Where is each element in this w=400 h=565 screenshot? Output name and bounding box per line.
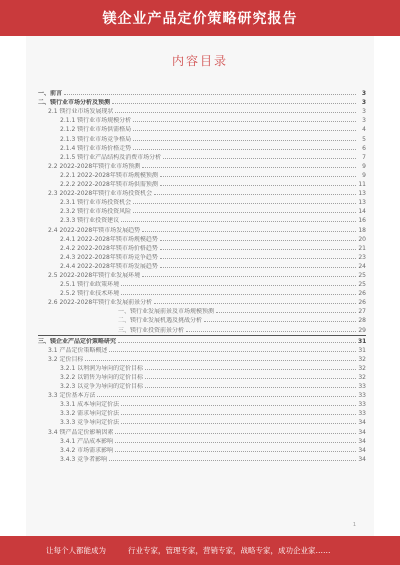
toc-entry-page: 33 xyxy=(358,392,366,400)
toc-entry-title: 2.1.1 镁行业市场规模分析 xyxy=(60,117,132,125)
toc-entry-page: 21 xyxy=(358,244,366,252)
toc-entry-page: 34 xyxy=(358,428,366,436)
document-page xyxy=(26,36,374,536)
toc-entry[interactable] xyxy=(38,170,366,179)
toc-entry-title: 2.4.4 2022-2028年镁市场发展趋势 xyxy=(60,262,158,270)
toc-leader-dots xyxy=(142,276,356,277)
toc-entry[interactable] xyxy=(38,390,366,399)
toc-entry-page: 14 xyxy=(358,208,366,216)
toc-entry-title: 3.4.3 竞争者影响 xyxy=(60,455,108,463)
toc-entry-page: 26 xyxy=(358,290,366,298)
toc-entry[interactable] xyxy=(38,399,366,408)
toc-leader-dots xyxy=(133,149,356,150)
toc-entry-title: 2.1.2 镁行业市场供需格局 xyxy=(60,126,132,134)
toc-entry-page: 32 xyxy=(358,374,366,381)
toc-leader-dots xyxy=(85,360,356,361)
toc-leader-dots xyxy=(112,103,356,104)
toc-entry[interactable] xyxy=(38,417,366,426)
toc-entry-page: 23 xyxy=(358,253,366,261)
toc-leader-dots xyxy=(154,303,356,304)
toc-entry-title: 3.4 镁产品定价影响因素 xyxy=(48,428,114,436)
toc-leader-dots xyxy=(186,331,356,332)
toc-entry-title: 3.3.3 竞争导向定价法 xyxy=(60,419,120,427)
toc-leader-dots xyxy=(160,176,356,177)
toc-entry-title: 2.1.5 镁行业产品结构及消费市场分析 xyxy=(60,153,162,161)
toc-entry[interactable] xyxy=(38,270,366,279)
toc-entry-title: 3.4.1 产品成本影响 xyxy=(60,437,114,445)
toc-entry-title: 2.3.2 镁行业市场投资风险 xyxy=(60,208,132,216)
toc-leader-dots xyxy=(160,249,356,250)
header-bar xyxy=(0,0,400,36)
toc-entry-page: 25 xyxy=(358,271,366,279)
toc-entry-page: 3 xyxy=(362,117,366,125)
toc-entry-page: 9 xyxy=(362,171,366,179)
toc-leader-dots xyxy=(115,433,356,434)
toc-entry-title: 2.4.3 2022-2028年镁市场竞争趋势 xyxy=(60,253,158,261)
toc-entry[interactable] xyxy=(38,88,366,97)
toc-entry-page: 31 xyxy=(358,337,366,345)
toc-entry[interactable] xyxy=(38,297,366,306)
toc-entry-page: 24 xyxy=(358,262,366,270)
toc-leader-dots xyxy=(121,414,356,415)
toc-leader-dots xyxy=(109,351,356,352)
toc-leader-dots xyxy=(133,203,356,204)
toc-entry-page: 33 xyxy=(358,410,366,418)
toc-leader-dots xyxy=(133,121,356,122)
toc-entry[interactable] xyxy=(38,188,366,197)
toc-entry-title: 一、前言 xyxy=(38,90,63,98)
toc-leader-dots xyxy=(121,294,356,295)
toc-entry-page: 13 xyxy=(358,190,366,198)
toc-entry-title: 2.3.1 镁行业市场投资机会 xyxy=(60,199,132,207)
toc-entry[interactable] xyxy=(38,215,366,224)
toc-entry[interactable] xyxy=(38,354,366,363)
toc-entry[interactable] xyxy=(38,161,366,170)
toc-entry[interactable] xyxy=(38,381,366,390)
toc-entry[interactable] xyxy=(38,206,366,215)
toc-entry[interactable] xyxy=(38,279,366,288)
toc-entry-title: 3.3.1 成本导向定价法 xyxy=(60,401,120,409)
toc-entry-page: 5 xyxy=(362,135,366,143)
toc-entry[interactable] xyxy=(38,252,366,261)
toc-entry[interactable] xyxy=(38,115,366,124)
footer-slogan: 让每个人都能成为 xyxy=(46,546,106,555)
toc-entry[interactable] xyxy=(38,97,366,106)
toc-entry[interactable] xyxy=(38,133,366,142)
toc-entry-page: 3 xyxy=(361,90,366,98)
toc-entry[interactable] xyxy=(38,445,366,454)
toc-leader-dots xyxy=(133,130,356,131)
toc-entry-title: 2.4 2022-2028年镁市场发展趋势 xyxy=(48,226,141,234)
toc-entry-page: 3 xyxy=(361,99,366,107)
toc-entry[interactable] xyxy=(38,408,366,417)
toc-entry-title: 3.2.1 以利润为导向的定价目标 xyxy=(60,364,144,372)
toc-leader-dots xyxy=(204,321,356,322)
toc-leader-dots xyxy=(118,342,356,343)
toc-entry-page: 3 xyxy=(362,108,366,116)
toc-entry[interactable] xyxy=(38,288,366,297)
toc-entry[interactable] xyxy=(38,345,366,354)
toc-entry-page: 34 xyxy=(358,419,366,427)
toc-entry-page: 34 xyxy=(358,455,366,463)
toc-entry-title: 2.2.2 2022-2028年镁市场供需预测 xyxy=(60,181,158,189)
toc-entry-title: 2.6 2022-2028年镁行业发展前景分析 xyxy=(48,299,153,307)
toc-entry-page: 4 xyxy=(362,126,366,134)
toc-entry-title: 2.5.1 镁行业政策环境 xyxy=(60,281,120,289)
toc-entry[interactable] xyxy=(38,143,366,152)
toc-entry-page: 33 xyxy=(358,401,366,409)
toc-leader-dots xyxy=(115,442,356,443)
toc-leader-dots xyxy=(160,185,356,186)
toc-entry-page: 31 xyxy=(358,346,366,354)
toc-entry[interactable] xyxy=(38,106,366,115)
toc-entry-title: 3.2 定价目标 xyxy=(48,355,84,363)
toc-entry[interactable] xyxy=(38,372,366,381)
toc-entry-title: 2.4.1 2022-2028年镁市场规模趋势 xyxy=(60,235,158,243)
toc-entry[interactable] xyxy=(38,335,366,345)
toc-entry[interactable] xyxy=(38,306,366,315)
toc-entry-page: 20 xyxy=(358,235,366,243)
toc-entry-title: 3.4.2 市场需求影响 xyxy=(60,446,114,454)
toc-leader-dots xyxy=(142,231,356,232)
toc-entry[interactable] xyxy=(38,436,366,445)
toc-entry[interactable] xyxy=(38,315,366,324)
toc-entry-title: 2.1.4 镁行业市场价格走势 xyxy=(60,144,132,152)
toc-leader-dots xyxy=(133,140,356,141)
toc-entry-title: 三、镁企业产品定价策略研究 xyxy=(38,337,117,345)
toc-entry-page: 32 xyxy=(358,364,366,372)
toc-leader-dots xyxy=(160,267,356,268)
toc-entry-title: 2.2.1 2022-2028年镁市场规模预测 xyxy=(60,171,158,179)
toc-leader-dots xyxy=(121,221,356,222)
toc-entry-page: 25 xyxy=(358,281,366,289)
toc-entry[interactable] xyxy=(38,261,366,270)
toc-entry-page: 34 xyxy=(358,446,366,454)
toc-entry-title: 2.5.2 镁行业技术环境 xyxy=(60,290,120,298)
toc-entry-title: 3.3.2 需求导向定价法 xyxy=(60,410,120,418)
toc-entry-page: 6 xyxy=(362,144,366,152)
toc-entry-title: 2.3 2022-2028年镁行业市场投资机会 xyxy=(48,190,153,198)
toc-entry-title: 二、镁行业市场分析及预测 xyxy=(38,99,111,107)
toc-entry-title: 3.3 定价基本方法 xyxy=(48,392,96,400)
toc-leader-dots xyxy=(97,396,356,397)
toc-entry-title: 2.2 2022-2028年镁行业市场预测 xyxy=(48,162,141,170)
toc-entry-page: 27 xyxy=(358,308,366,316)
toc-leader-dots xyxy=(64,94,356,95)
toc-entry[interactable] xyxy=(38,224,366,233)
toc-leader-dots xyxy=(145,378,356,379)
toc-leader-dots xyxy=(115,451,356,452)
toc-leader-dots xyxy=(145,369,356,370)
toc-entry-title: 一、镁行业发展前景及市场规模预测 xyxy=(118,308,215,316)
toc-entry-page: 26 xyxy=(358,299,366,307)
toc-leader-dots xyxy=(121,405,356,406)
toc-entry[interactable] xyxy=(38,179,366,188)
toc-leader-dots xyxy=(145,387,356,388)
toc-entry-title: 2.1 镁行业市场发展现状 xyxy=(48,108,114,116)
toc-entry[interactable] xyxy=(38,324,366,333)
toc-leader-dots xyxy=(121,285,356,286)
toc-entry-title: 2.5 2022-2028年镁行业发展环境 xyxy=(48,271,141,279)
toc-entry-title: 二、镁行业发展机遇及挑战分析 xyxy=(118,317,203,325)
toc-entry-page: 13 xyxy=(358,199,366,207)
toc-entry-title: 2.4.2 2022-2028年镁市场价格趋势 xyxy=(60,244,158,252)
table-of-contents xyxy=(38,88,366,463)
toc-leader-dots xyxy=(109,460,356,461)
toc-entry-page: 7 xyxy=(362,153,366,161)
toc-entry[interactable] xyxy=(38,124,366,133)
toc-leader-dots xyxy=(160,240,356,241)
toc-entry-page: 28 xyxy=(358,317,366,325)
toc-leader-dots xyxy=(133,212,356,213)
toc-leader-dots xyxy=(115,112,356,113)
toc-entry-title: 2.1.3 镁行业市场竞争格局 xyxy=(60,135,132,143)
toc-entry[interactable] xyxy=(38,234,366,243)
toc-entry[interactable] xyxy=(38,197,366,206)
toc-entry-page: 9 xyxy=(362,162,366,170)
toc-leader-dots xyxy=(163,158,356,159)
toc-entry-page: 11 xyxy=(358,181,366,189)
toc-entry[interactable] xyxy=(38,426,366,435)
toc-entry-title: 2.3.3 镁行业投资建议 xyxy=(60,217,120,225)
toc-entry-page: 18 xyxy=(358,226,366,234)
footer-tagline: 行业专家，管理专家，营销专家，战略专家，成功企业家…… xyxy=(128,546,331,555)
toc-leader-dots xyxy=(121,423,356,424)
toc-entry-title: 3.1 产品定价策略概述 xyxy=(48,346,108,354)
report-title: 镁企业产品定价策略研究报告 xyxy=(102,11,298,27)
toc-leader-dots xyxy=(154,194,356,195)
toc-entry[interactable] xyxy=(38,243,366,252)
toc-entry-page: 33 xyxy=(358,383,366,391)
toc-entry[interactable] xyxy=(38,152,366,161)
toc-entry[interactable] xyxy=(38,363,366,372)
footer-bar xyxy=(0,536,400,565)
toc-entry-page: 34 xyxy=(358,437,366,445)
toc-leader-dots xyxy=(160,258,356,259)
page-number: 1 xyxy=(352,522,356,528)
toc-entry-title: 三、镁行业投资前景分析 xyxy=(118,326,185,334)
toc-entry-page: 32 xyxy=(358,355,366,363)
toc-leader-dots xyxy=(216,312,356,313)
toc-entry-page: 16 xyxy=(358,217,366,225)
toc-title: 内容目录 xyxy=(171,54,228,68)
toc-entry-title: 3.2.3 以竞争为导向的定价目标 xyxy=(60,383,144,391)
toc-entry-title: 3.2.2 以销售为导向的定价目标 xyxy=(60,374,144,381)
toc-entry-page: 29 xyxy=(358,326,366,334)
toc-entry[interactable] xyxy=(38,454,366,463)
toc-leader-dots xyxy=(142,167,356,168)
